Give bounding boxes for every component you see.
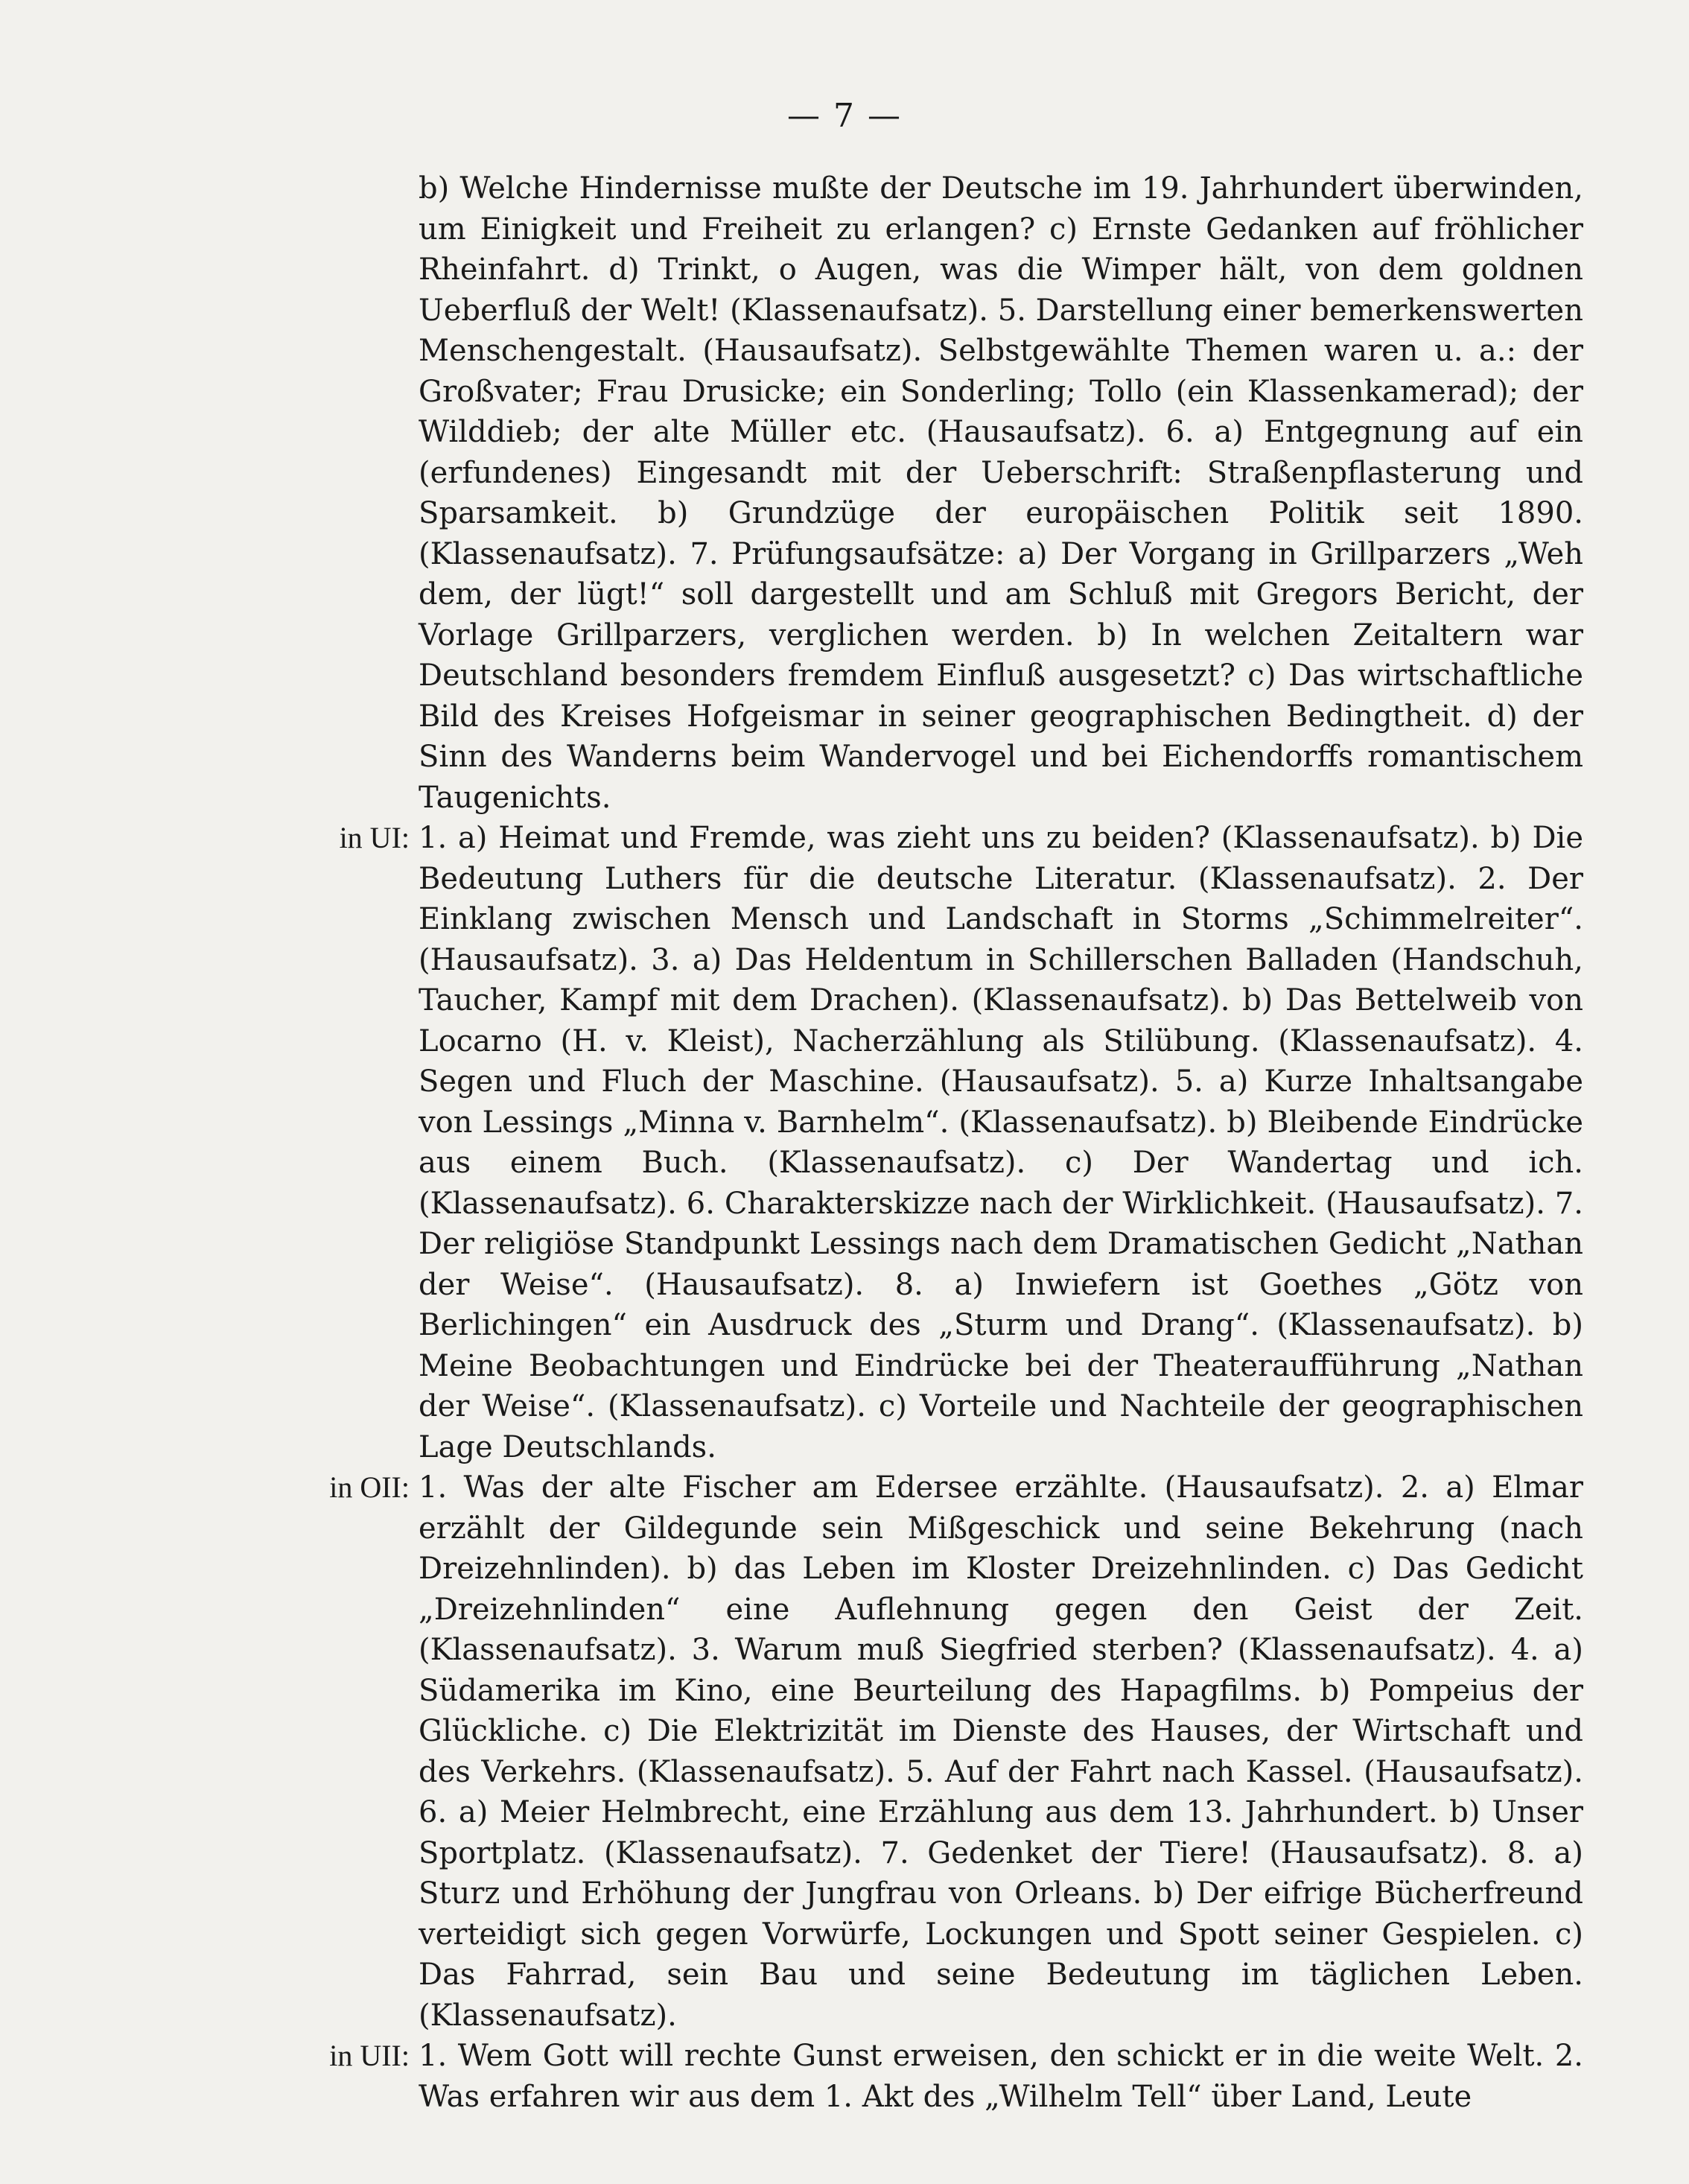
entry-uii <box>329 2036 1583 2117</box>
entry-text: 1. Was der alte Fischer am Edersee erzählte. (Hausaufsatz). 2. a) Elmar erzählt der Gildegunde sein Mißgeschick und seine Bekehrung (nach Dreizehnlinden). b) das Leben im Kloster Dreizehnlinden. c) Das Gedicht „Dreizehnlinden“ eine Auflehnung gegen den Geist der Zeit. (Klassenaufsatz). 3. Warum muß Siegfried sterben? (Klassenaufsatz). 4. a) Südamerika im Kino, eine Beurteilung des Hapagfilms. b) Pompeius der Glückliche. c) Die Elektrizität im Dienste des Hauses, der Wirtschaft und des Verkehrs. (Klassenaufsatz). 5. Auf der Fahrt nach Kassel. (Hausaufsatz). 6. a) Meier Helmbrecht, eine Erzählung aus dem 13. Jahrhundert. b) Unser Sportplatz. (Klassenaufsatz). 7. Gedenket der Tiere! (Hausaufsatz). 8. a) Sturz und Erhöhung der Jungfrau von Orleans. b) Der eifrige Bücherfreund verteidigt sich gegen Vorwürfe, Lockungen und Spott seiner Gespielen. c) Das Fahrrad, sein Bau und seine Bedeutung im täglichen Leben. (Klassenaufsatz). <box>419 1470 1583 2033</box>
show-through-decoration <box>141 186 151 227</box>
entry-oii <box>329 1467 1583 2036</box>
class-label-oii: in OII: <box>329 1470 410 1504</box>
essay-topics-list <box>329 168 1583 2117</box>
entry-ui <box>339 818 1583 1467</box>
entry-text: b) Welche Hindernisse mußte der Deutsche im 19. Jahrhundert überwinden, um Einigkeit und Freiheit zu erlangen? c) Ernste Gedanken auf fröhlicher Rheinfahrt. d) Trinkt, o Augen, was die Wimper hält, von dem goldnen Ueberfluß der Welt! (Klassenaufsatz). 5. Darstellung einer bemerkenswerten Menschengestalt. (Hausaufsatz). Selbstgewählte Themen waren u. a.: der Großvater; Frau Drusicke; ein Sonderling; Tollo (ein Klassenkamerad); der Wilddieb; der alte Müller etc. (Hausaufsatz). 6. a) Entgegnung auf ein (erfundenes) Eingesandt mit der Ueberschrift: Straßenpflasterung und Sparsamkeit. b) Grundzüge der europäischen Politik seit 1890. (Klassenaufsatz). 7. Prüfungsaufsätze: a) Der Vorgang in Grillparzers „Weh dem, der lügt!“ soll dargestellt und am Schluß mit Gregors Bericht, der Vorlage Grillparzers, verglichen werden. b) In welchen Zeitaltern war Deutschland besonders fremdem Einfluß ausgesetzt? c) Das wirtschaftliche Bild des Kreises Hofgeismar in seiner geographischen Bedingtheit. d) der Sinn des Wanderns beim Wandervogel und bei Eichendorffs romantischem Taugenichts. <box>419 171 1583 815</box>
entry-continuation <box>419 168 1583 818</box>
entry-text: 1. Wem Gott will rechte Gunst erweisen, den schickt er in die weite Welt. 2. Was erfahren wir aus dem 1. Akt des „Wilhelm Tell“ über Land, Leute <box>419 2039 1583 2114</box>
class-label-ui: in UI: <box>339 821 410 854</box>
class-label-uii: in UII: <box>329 2039 410 2072</box>
page-number: — 7 — <box>787 97 902 135</box>
entry-text: 1. a) Heimat und Fremde, was zieht uns zu beiden? (Klassenaufsatz). b) Die Bedeutung Luthers für die deutsche Literatur. (Klassenaufsatz). 2. Der Einklang zwischen Mensch und Landschaft in Storms „Schimmelreiter“. (Hausaufsatz). 3. a) Das Heldentum in Schillerschen Balladen (Handschuh, Taucher, Kampf mit dem Drachen). (Klassenaufsatz). b) Das Bettelweib von Locarno (H. v. Kleist), Nacherzählung als Stilübung. (Klassenaufsatz). 4. Segen und Fluch der Maschine. (Hausaufsatz). 5. a) Kurze Inhaltsangabe von Lessings „Minna v. Barnhelm“. (Klassenaufsatz). b) Bleibende Eindrücke aus einem Buch. (Klassenaufsatz). c) Der Wandertag und ich. (Klassenaufsatz). 6. Charakterskizze nach der Wirklichkeit. (Hausaufsatz). 7. Der religiöse Standpunkt Lessings nach dem Dramatischen Gedicht „Nathan der Weise“. (Hausaufsatz). 8. a) Inwiefern ist Goethes „Götz von Berlichingen“ ein Ausdruck des „Sturm und Drang“. (Klassenaufsatz). b) Meine Beobachtungen und Eindrücke bei der Theateraufführung „Nathan der Weise“. (Klassenaufsatz). c) Vorteile und Nachteile der geographischen Lage Deutschlands. <box>419 821 1583 1464</box>
